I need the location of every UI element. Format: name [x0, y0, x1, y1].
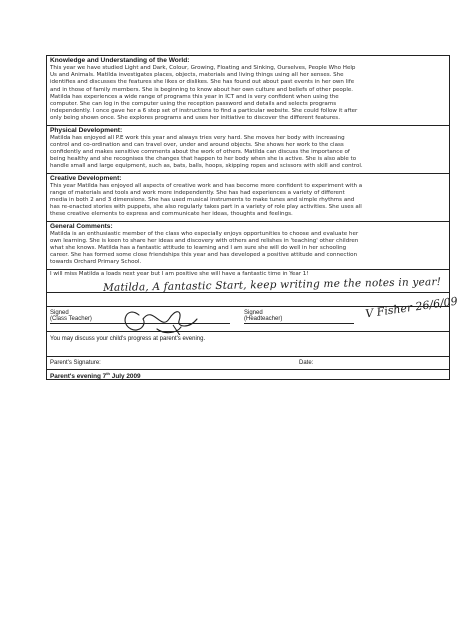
class-teacher-label [50, 310, 92, 323]
section-heading: General Comments: [50, 222, 113, 230]
section-heading: Physical Development: [50, 126, 123, 134]
section-body [50, 65, 446, 123]
school-report [46, 55, 459, 380]
parent-signature-label: Parent's Signature: [50, 359, 101, 366]
parents-evening-row [47, 370, 449, 379]
text-line: Matilda has experiences a wide range of programs this year in ICT and is very confident when using the [50, 93, 339, 100]
text-line: handle small and large equipment, such as, bats, balls, hoops, skipping ropes and scissors with skill and control. [50, 163, 363, 170]
text-line: towards Orchard Primary School. [50, 259, 142, 266]
section-physical-development [47, 126, 449, 174]
text-line: has re-enacted stories with puppets, she also regularly takes part in a variety of role play activities. She uses all [50, 204, 362, 211]
section-knowledge-world [47, 56, 449, 126]
section-heading: Knowledge and Understanding of the World: [50, 57, 190, 64]
text-line: confidently and makes sensitive comments about the work of others. Matilda can discuss the importance of [50, 149, 350, 156]
text-line: range of materials and tools and work more independently. She has had experiences a variety of different [50, 189, 345, 196]
parents-evening-prefix: Parent's evening 7 [50, 372, 107, 380]
text-line: career. She has formed some close friendships this year and has developed a positive attitude and connection [50, 252, 358, 259]
comment-underline [47, 292, 449, 293]
headteacher-label [244, 310, 282, 323]
text-line: these creative elements to express and communicate her ideas, thoughts and feelings. [50, 211, 293, 218]
text-line: Us and Animals. Matilda investigates places, objects, materials and living things using all her senses. She [50, 72, 344, 79]
section-body [50, 183, 446, 219]
class-teacher-signature-scribble [117, 301, 217, 335]
text-line: own learning. She is keen to share her ideas and discovery with others and relishes in 'teaching' other children [50, 237, 359, 244]
date-label: Date: [299, 359, 314, 366]
text-line: identifies and discusses the features she likes or dislikes. She has found out about past events in her own life [50, 79, 355, 86]
parents-evening-text [50, 370, 141, 381]
section-general-comments [47, 222, 449, 270]
text-line: control and co-ordination and can travel over, under and around objects. She shows her work to the class [50, 141, 344, 148]
section-heading: Creative Development: [50, 174, 122, 182]
text-line: and in those of family members. She is beginning to know about her own culture and beliefs of other people. [50, 86, 354, 93]
discuss-progress-row [47, 332, 449, 357]
text-line: only being shown once. She explores programs and uses her initiative to discover the different features. [50, 115, 340, 122]
closing-comment: I will miss Matilda a loads next year but I am positive she will have a fantastic time in Year 1! [50, 270, 309, 277]
text-line: computer. She can log in the computer using the reception password and details and selects programs [50, 101, 337, 108]
text-line: Matilda has enjoyed all P.E work this year and always tries very hard. She moves her body with increasing [50, 134, 345, 141]
section-creative-development [47, 174, 449, 222]
signed-label: Signed [244, 309, 263, 316]
text-line: This year we have studied Light and Dark, Colour, Growing, Floating and Sinking, Ourselves, People Who Help [50, 65, 356, 71]
text-line: being healthy and she recognises the changes that happen to her body when she is active. She is also able to [50, 156, 357, 163]
text-line: what she knows. Matilda has a fantastic attitude to learning and I am sure she will do well in her schooling [50, 245, 347, 252]
closing-comment-row [47, 270, 449, 307]
parent-signature-row [47, 357, 449, 370]
parents-evening-ordinal: th [106, 370, 110, 376]
text-line: independently. I once gave her a 6 step set of instructions to find a particular website. She could follow it after [50, 108, 358, 115]
headteacher-sub-label: (Headteacher) [244, 316, 283, 323]
text-line: This year Matilda has enjoyed all aspects of creative work and has become more confident to experiment with a [50, 182, 363, 189]
headteacher-handwritten-signature: V Fisher 26/6/09 [364, 294, 459, 321]
section-body [50, 231, 446, 267]
parents-evening-date: July 2009 [110, 372, 141, 380]
class-teacher-sub-label: (Class Teacher) [50, 316, 92, 323]
text-line: Matilda is an enthusiastic member of the class who especially enjoys opportunities to choose and evaluate her [50, 230, 359, 237]
handwritten-comment: Matilda, A fantastic Start, keep writing me the notes in year! [102, 275, 442, 294]
text-line: media in both 2 and 3 dimensions. She has used musical instruments to make tunes and simple rhythms and [50, 197, 355, 204]
signed-label: Signed [50, 309, 69, 316]
section-body [50, 135, 446, 171]
signature-row [47, 294, 459, 332]
discuss-progress-text: You may discuss your child's progress at parent's evening. [50, 335, 206, 342]
headteacher-signature-line [244, 323, 354, 324]
